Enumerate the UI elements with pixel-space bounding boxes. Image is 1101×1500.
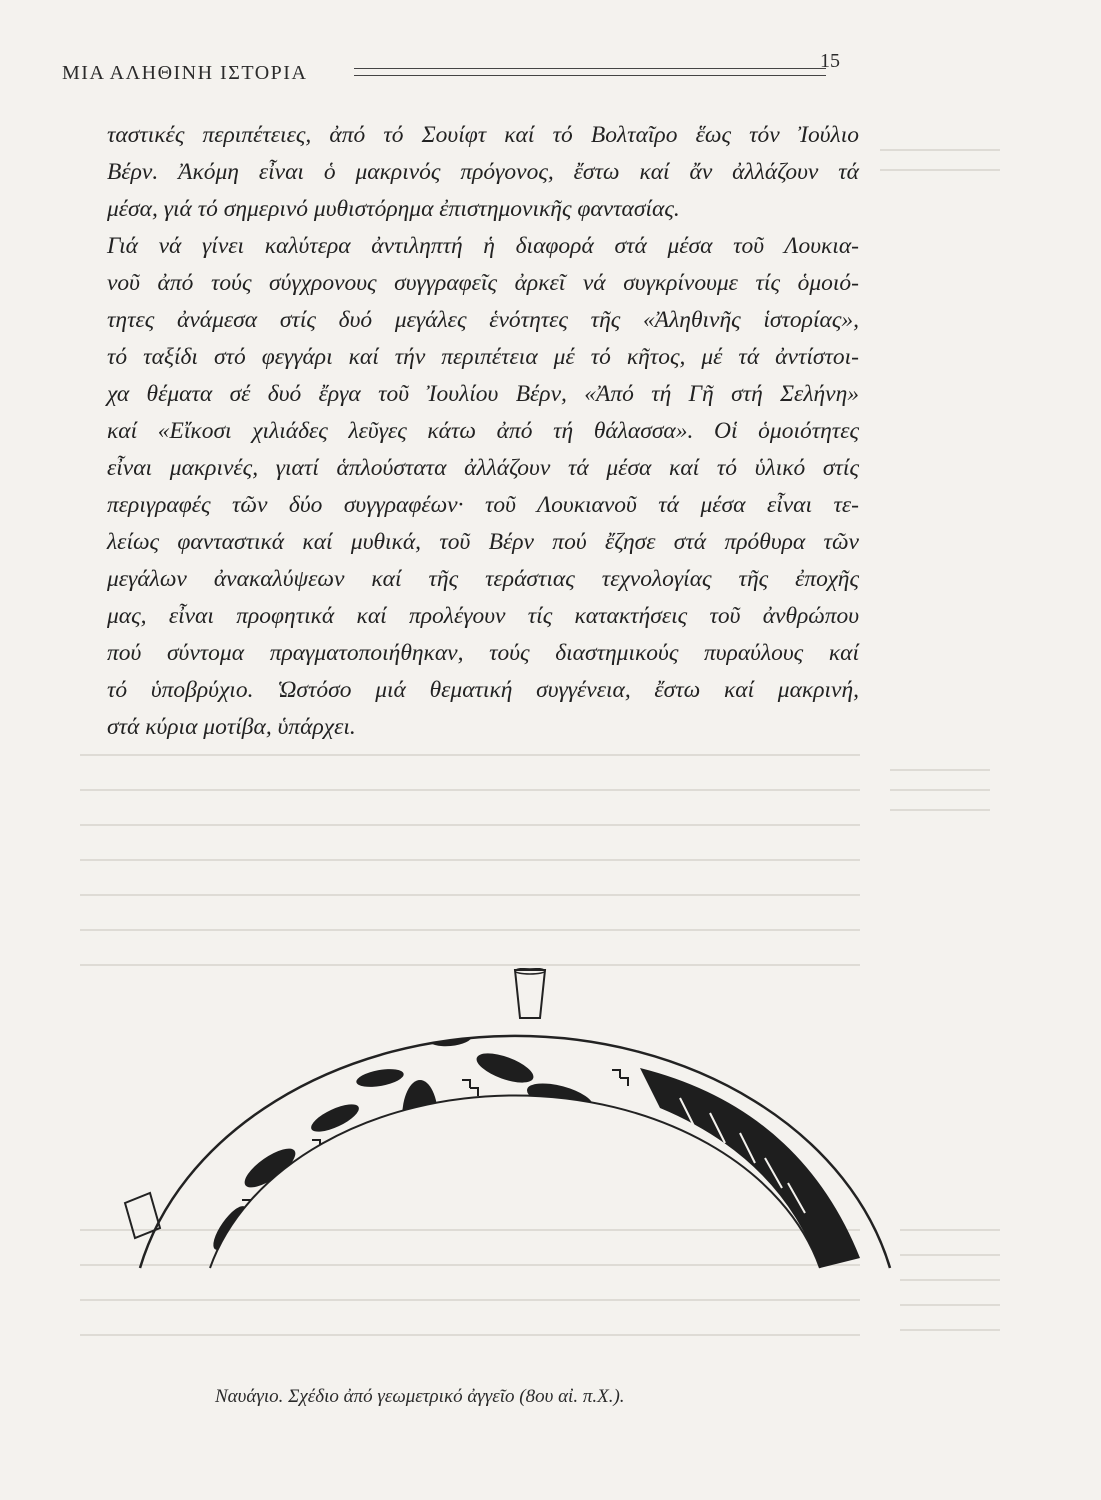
page-number: 15 <box>820 50 840 72</box>
body-paragraphs <box>107 117 859 746</box>
text-line: εἶναι μακρινές, γιατί ἁπλούστατα ἀλλάζουν τά μέσα καί τό ὑλικό στίς <box>107 455 859 481</box>
text-line: λείως φανταστικά καί μυθικά, τοῦ Βέρν πού ἔζησε στά πρόθυρα τῶν <box>107 529 859 555</box>
text-line: τητες ἀνάμεσα στίς δυό μεγάλες ἑνότητες τῆς «Ἀληθινῆς ἱστορίας», <box>107 307 859 333</box>
text-line: τό ὑποβρύχιο. Ὡστόσο μιά θεματική συγγένεια, ἔστω καί μακρινή, <box>107 677 859 703</box>
text-line: μέσα, γιά τό σημερινό μυθιστόρημα ἐπιστημονικῆς φαντασίας. <box>107 196 680 222</box>
text-line: Γιά νά γίνει καλύτερα ἀντιληπτή ἡ διαφορά στά μέσα τοῦ Λουκια- <box>107 233 859 259</box>
text-line: πού σύντομα πραγματοποιήθηκαν, τούς διαστημικούς πυραύλους καί <box>107 640 859 666</box>
text-line: τό ταξίδι στό φεγγάρι καί τήν περιπέτεια μέ τό κῆτος, μέ τά ἀντίστοι- <box>107 344 859 370</box>
text-line: Βέρν. Ἀκόμη εἶναι ὁ μακρινός πρόγονος, ἔστω καί ἄν ἀλλάζουν τά <box>107 159 859 185</box>
header-title: ΜΙΑ ΑΛΗΘΙΝΗ ΙΣΤΟΡΙΑ <box>62 62 308 84</box>
text-line: μας, εἶναι προφητικά καί προλέγουν τίς κατακτήσεις τοῦ ἀνθρώπου <box>107 603 859 629</box>
text-line: στά κύρια μοτίβα, ὑπάρχει. <box>107 714 356 740</box>
geometric-vase-drawing <box>120 968 910 1388</box>
text-line: χα θέματα σέ δυό ἔργα τοῦ Ἰουλίου Βέρν, «Ἀπό τή Γῆ στή Σελήνη» <box>107 381 859 407</box>
text-line: καί «Εἴκοσι χιλιάδες λεῦγες κάτω ἀπό τή θάλασσα». Οἱ ὁμοιότητες <box>107 418 859 444</box>
text-line: νοῦ ἀπό τούς σύγχρονους συγγραφεῖς ἀρκεῖ νά συγκρίνουμε τίς ὁμοιό- <box>107 270 859 296</box>
figure-caption: Ναυάγιο. Σχέδιο ἀπό γεωμετρικό ἀγγεῖο (8ου αἰ. π.Χ.). <box>215 1386 625 1407</box>
text-line: ταστικές περιπέτειες, ἀπό τό Σουίφτ καί τό Βολταῖρο ἕως τόν Ἰούλιο <box>107 122 859 148</box>
text-line: περιγραφές τῶν δύο συγγραφέων· τοῦ Λουκιανοῦ τά μέσα εἶναι τε- <box>107 492 859 518</box>
text-line: μεγάλων ἀνακαλύψεων καί τῆς τεράστιας τεχνολογίας τῆς ἐποχῆς <box>107 566 859 592</box>
